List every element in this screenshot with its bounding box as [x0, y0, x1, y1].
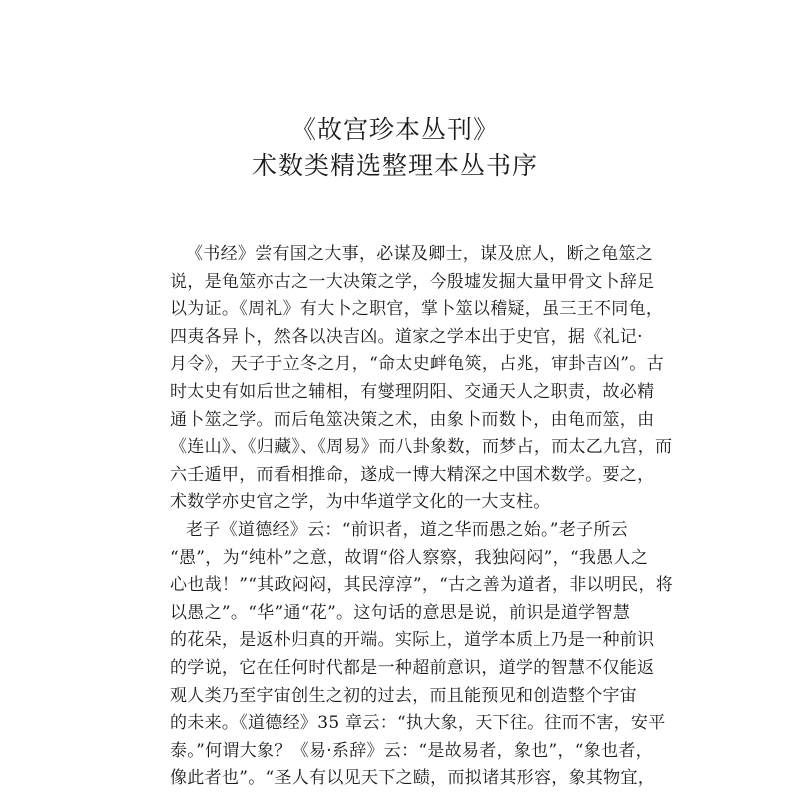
text-line: 《书经》尝有国之大事，必谋及卿士，谋及庶人，断之龟筮之: [186, 244, 654, 264]
body-text: [170, 241, 674, 793]
text-line: 的花朵，是返朴归真的开端。实际上，道学本质上乃是一种前识: [170, 630, 655, 651]
text-line: 通卜筮之学。而后龟筮决策之术，由象卜而数卜，由龟而筮，由: [170, 409, 655, 430]
text-line: 像此者也”。“圣人有以见天下之赜，而拟诸其形容，象其物宜，: [170, 768, 656, 789]
text-line: 的未来。《道德经》35 章云：“执大象，天下往。往而不害，安平: [170, 713, 666, 734]
text-line: 以为证。《周礼》有大卜之职官，掌卜筮以稽疑，虽三王不同龟，: [170, 299, 664, 320]
text-line: 老子《道德经》云：“前识者，道之华而愚之始。”老子所云: [186, 519, 628, 540]
text-line: 六壬遁甲，而看相推命，遂成一博大精深之中国术数学。要之，: [170, 464, 655, 485]
text-line: 术数学亦史官之学，为中华道学文化的一大支柱。: [170, 492, 551, 513]
text-line: 《连山》、《归藏》、《周易》而八卦象数，而梦占，而太乙九宫，而: [170, 437, 673, 458]
text-line: 的学说，它在任何时代都是一种超前意识，道学的智慧不仅能返: [170, 657, 655, 678]
title-line-2: 术数类精选整理本丛书序: [251, 151, 538, 180]
text-line: “愚”，为“纯朴”之意，故谓“俗人察察，我独闷闷”，“我愚人之: [170, 547, 649, 568]
text-line: 月令》，天子于立冬之月，“命太史衅龟筴，占兆，审卦吉凶”。古: [170, 354, 664, 375]
title-line-1: 《故宫珍本丛刊》: [290, 115, 499, 144]
text-line: 时太史有如后世之辅相，有燮理阴阳、交通天人之职责，故必精: [170, 381, 655, 402]
text-line: 四夷各异卜，然各以决吉凶。道家之学本出于史官，据《礼记·: [170, 326, 643, 347]
text-line: 心也哉！”“其政闷闷，其民淳淳”，“古之善为道者，非以明民，将: [170, 575, 674, 596]
text-line: 说，是龟筮亦古之一大决策之学，今殷墟发掘大量甲骨文卜辞足: [170, 271, 655, 292]
text-line: 观人类乃至宇宙创生之初的过去，而且能预见和创造整个宇宙: [170, 685, 638, 706]
text-line: 以愚之”。“华”通“花”。这句话的意思是说，前识是道学智慧: [170, 602, 631, 623]
text-line: 泰。”何谓大象？《易·系辞》云：“是故易者，象也”，“象也者，: [170, 740, 653, 761]
title-block: [0, 112, 790, 184]
